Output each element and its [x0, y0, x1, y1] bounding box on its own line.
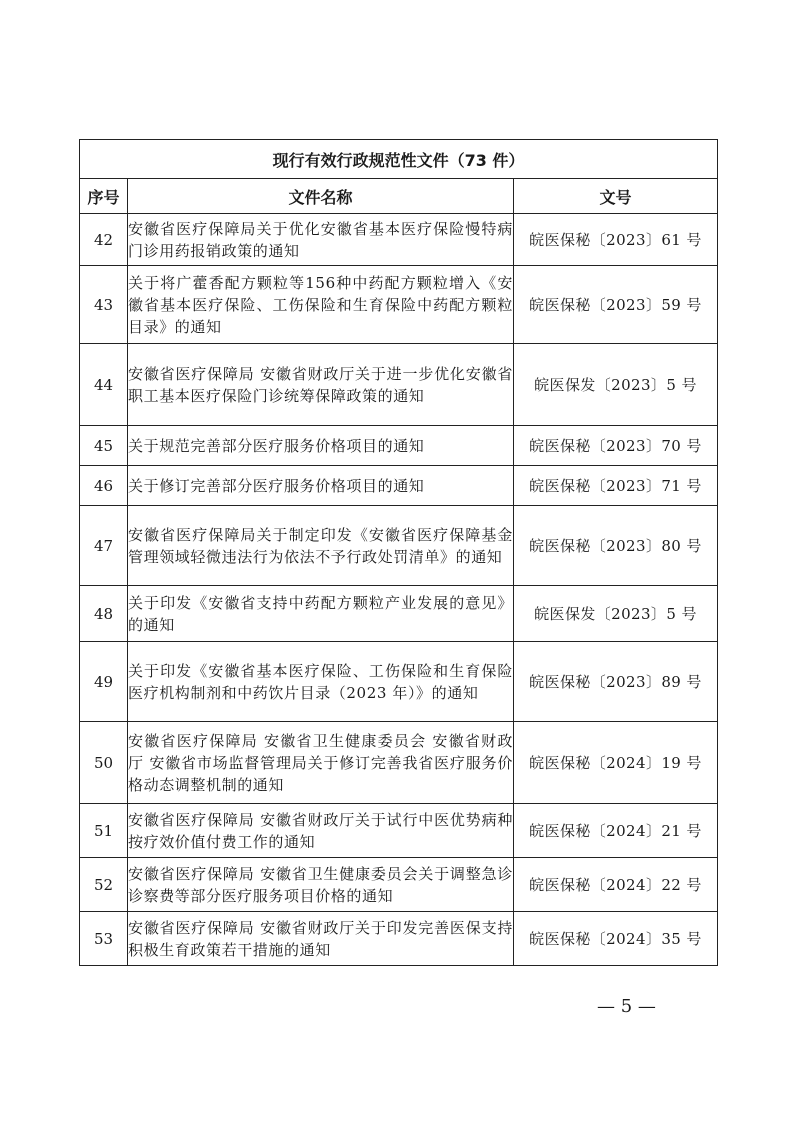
row-num: 52	[80, 858, 128, 912]
row-code: 皖医保秘〔2024〕19 号	[514, 722, 718, 804]
row-title: 关于修订完善部分医疗服务价格项目的通知	[128, 466, 514, 506]
row-title: 安徽省医疗保障局 安徽省财政厅关于试行中医优势病种按疗效价值付费工作的通知	[128, 804, 514, 858]
row-code: 皖医保秘〔2023〕80 号	[514, 506, 718, 586]
row-title: 安徽省医疗保障局 安徽省财政厅关于印发完善医保支持积极生育政策若干措施的通知	[128, 912, 514, 966]
document-table	[79, 139, 718, 966]
row-title: 关于印发《安徽省基本医疗保险、工伤保险和生育保险医疗机构制剂和中药饮片目录（2023 年）》的通知	[128, 642, 514, 722]
table-row	[80, 214, 718, 266]
page-number: — 5 —	[597, 996, 656, 1017]
row-code: 皖医保秘〔2023〕71 号	[514, 466, 718, 506]
row-title: 关于印发《安徽省支持中药配方颗粒产业发展的意见》的通知	[128, 586, 514, 642]
table-row	[80, 912, 718, 966]
table-row	[80, 586, 718, 642]
row-num: 50	[80, 722, 128, 804]
row-title: 关于将广藿香配方颗粒等156种中药配方颗粒增入《安徽省基本医疗保险、工伤保险和生育保险中药配方颗粒目录》的通知	[128, 266, 514, 344]
row-code: 皖医保秘〔2023〕70 号	[514, 426, 718, 466]
table-row	[80, 426, 718, 466]
row-title: 安徽省医疗保障局 安徽省卫生健康委员会关于调整急诊诊察费等部分医疗服务项目价格的通知	[128, 858, 514, 912]
table-row	[80, 344, 718, 426]
header-code: 文号	[514, 179, 718, 214]
row-code: 皖医保发〔2023〕5 号	[514, 344, 718, 426]
row-title: 安徽省医疗保障局关于制定印发《安徽省医疗保障基金管理领域轻微违法行为依法不予行政处罚清单》的通知	[128, 506, 514, 586]
row-code: 皖医保秘〔2023〕59 号	[514, 266, 718, 344]
table-row	[80, 858, 718, 912]
table-row	[80, 642, 718, 722]
row-num: 43	[80, 266, 128, 344]
row-title: 安徽省医疗保障局 安徽省卫生健康委员会 安徽省财政厅 安徽省市场监督管理局关于修订完善我省医疗服务价格动态调整机制的通知	[128, 722, 514, 804]
row-code: 皖医保发〔2023〕5 号	[514, 586, 718, 642]
table-row	[80, 804, 718, 858]
table-row	[80, 466, 718, 506]
row-num: 45	[80, 426, 128, 466]
row-num: 42	[80, 214, 128, 266]
row-num: 46	[80, 466, 128, 506]
row-num: 47	[80, 506, 128, 586]
row-title: 安徽省医疗保障局 安徽省财政厅关于进一步优化安徽省职工基本医疗保险门诊统筹保障政策的通知	[128, 344, 514, 426]
table-row	[80, 722, 718, 804]
header-title: 文件名称	[128, 179, 514, 214]
row-code: 皖医保秘〔2023〕61 号	[514, 214, 718, 266]
row-code: 皖医保秘〔2024〕21 号	[514, 804, 718, 858]
row-num: 44	[80, 344, 128, 426]
row-num: 53	[80, 912, 128, 966]
row-code: 皖医保秘〔2023〕89 号	[514, 642, 718, 722]
table-caption: 现行有效行政规范性文件（73 件）	[80, 140, 718, 179]
row-num: 49	[80, 642, 128, 722]
row-code: 皖医保秘〔2024〕35 号	[514, 912, 718, 966]
table-row	[80, 266, 718, 344]
row-num: 51	[80, 804, 128, 858]
row-code: 皖医保秘〔2024〕22 号	[514, 858, 718, 912]
table-row	[80, 506, 718, 586]
row-title: 安徽省医疗保障局关于优化安徽省基本医疗保险慢特病门诊用药报销政策的通知	[128, 214, 514, 266]
header-num: 序号	[80, 179, 128, 214]
row-num: 48	[80, 586, 128, 642]
row-title: 关于规范完善部分医疗服务价格项目的通知	[128, 426, 514, 466]
